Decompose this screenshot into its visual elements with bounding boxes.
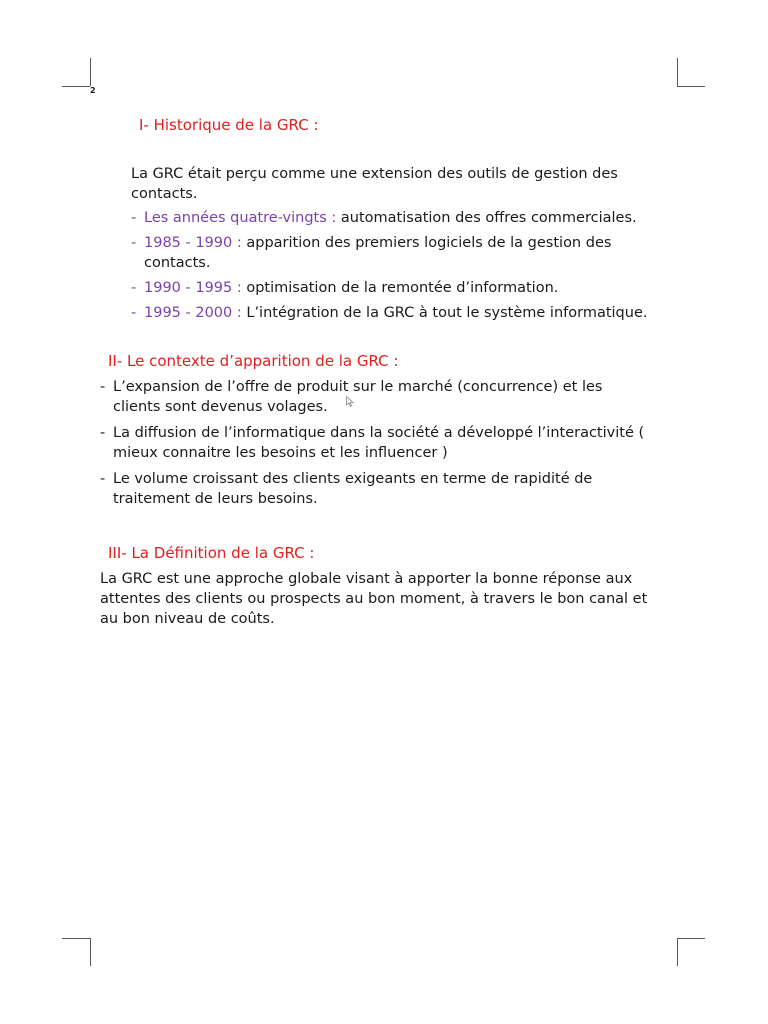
list-dash: - xyxy=(131,235,137,251)
section-1-intro: La GRC était perçu comme une extension des outils de gestion des contacts. xyxy=(131,166,618,202)
list-dash: - xyxy=(100,379,106,395)
list-item xyxy=(100,377,652,417)
list-dash: - xyxy=(100,471,106,487)
crop-mark-bottom-right-v xyxy=(677,938,678,966)
section-2-title: II- Le contexte d’apparition de la GRC : xyxy=(108,352,399,370)
item-text: La diffusion de l’informatique dans la société a développé l’interactivité ( mieux connaitre les besoins et les influencer ) xyxy=(113,425,645,461)
item-text: apparition des premiers logiciels de la gestion des contacts. xyxy=(144,235,612,271)
section-1-list xyxy=(131,208,671,328)
list-item xyxy=(100,469,652,509)
item-text: automatisation des offres commerciales. xyxy=(336,210,637,226)
list-item xyxy=(100,423,652,463)
item-key: Les années quatre-vingts : xyxy=(144,210,337,226)
crop-mark-top-left-v xyxy=(90,58,91,86)
item-text: optimisation de la remontée d’information. xyxy=(241,280,559,296)
section-3-title: III- La Définition de la GRC : xyxy=(108,544,315,562)
item-text: L’expansion de l’offre de produit sur le marché (concurrence) et les clients sont devenus volages. xyxy=(113,379,603,415)
list-dash: - xyxy=(131,305,137,321)
list-item xyxy=(131,208,671,228)
item-key: 1990 - 1995 : xyxy=(144,280,242,296)
item-key: 1995 - 2000 : xyxy=(144,305,242,321)
crop-mark-top-right-h xyxy=(677,86,705,87)
list-dash: - xyxy=(131,210,137,226)
list-item xyxy=(131,278,671,298)
item-key: 1985 - 1990 : xyxy=(144,235,242,251)
section-3-text: La GRC est une approche globale visant à apporter la bonne réponse aux attentes des clients ou prospects au bon moment, à travers le bon canal et au bon niveau de coûts. xyxy=(100,571,648,627)
section-2-list xyxy=(100,377,652,515)
list-dash: - xyxy=(131,280,137,296)
item-text: L’intégration de la GRC à tout le système informatique. xyxy=(241,305,648,321)
crop-mark-bottom-left-h xyxy=(62,938,90,939)
mouse-cursor-icon xyxy=(346,396,354,407)
crop-mark-bottom-left-v xyxy=(90,938,91,966)
section-1-title: I- Historique de la GRC : xyxy=(139,116,319,134)
page-number: 2 xyxy=(90,86,96,95)
crop-mark-top-left-h xyxy=(62,86,90,87)
crop-mark-bottom-right-h xyxy=(677,938,705,939)
item-text: Le volume croissant des clients exigeants en terme de rapidité de traitement de leurs besoins. xyxy=(113,471,593,507)
list-dash: - xyxy=(100,425,106,441)
crop-mark-top-right-v xyxy=(677,58,678,86)
list-item xyxy=(131,233,671,273)
list-item xyxy=(131,303,671,323)
